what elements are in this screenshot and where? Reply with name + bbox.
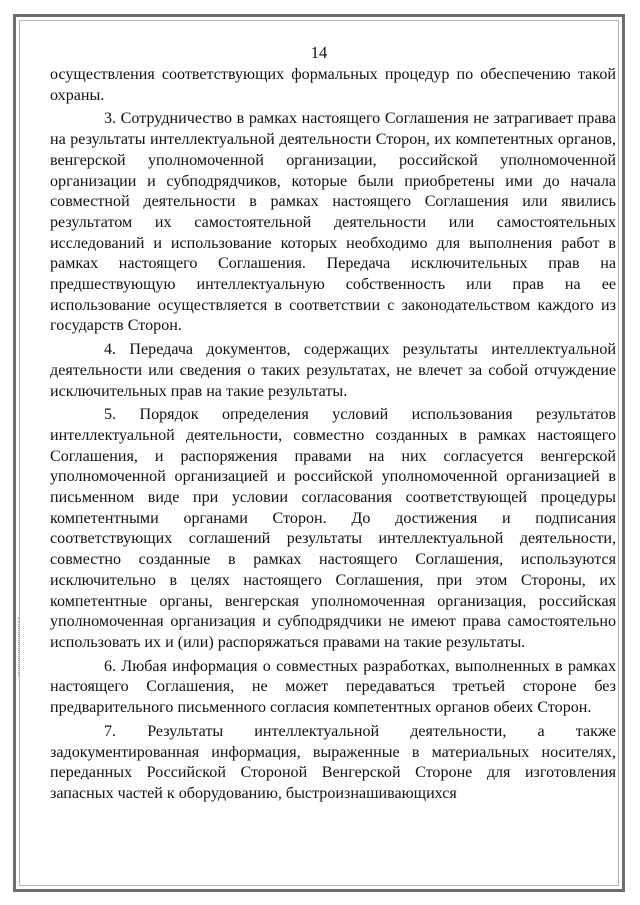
document-body — [50, 65, 616, 805]
paragraph-item-3: 3. Сотрудничество в рамках настоящего Соглашения не затрагивает права на результаты интеллектуальной деятельности Сторон, их компетентных органов, венгерской уполномоченной организации, российской уполномоченной организации и субподрядчиков, которые были приобретены ими до начала совместной деятельности в рамках настоящего Соглашения или явились результатом их самостоятельной деятельности или самостоятельных исследований и использование которых необходимо для выполнения работ в рамках настоящего Соглашения. Передача исключительных прав на предшествующую интеллектуальную собственность или прав на ее использование осуществляется в соответствии с законодательством каждого из государств Сторон. — [50, 110, 616, 335]
paragraph-continuation: осуществления соответствующих формальных процедур по обеспечению такой охраны. — [50, 66, 616, 104]
margin-mark — [18, 617, 23, 677]
paragraph-item-5: 5. Порядок определения условий использования результатов интеллектуальной деятельности, совместно созданных в рамках настоящего Соглашения, и распоряжения правами на них согласуется венгерской уполномоченной организацией и российской уполномоченной организацией в письменном виде при условии согласования соответствующей процедуры компетентными органами Сторон. До достижения и подписания соответствующих соглашений результаты интеллектуальной деятельности, совместно созданные в рамках настоящего Соглашения, используются исключительно в целях настоящего Соглашения, при этом Стороны, их компетентные органы, венгерская уполномоченная организация, российская уполномоченная организация и субподрядчики не имеют права самостоятельно использовать их и (или) распоряжаться правами на такие результаты. — [50, 406, 616, 651]
paragraph-item-4: 4. Передача документов, содержащих результаты интеллектуальной деятельности или сведения о таких результатах, не влечет за собой отчуждение исключительных прав на такие результаты. — [50, 341, 616, 400]
page-number: 14 — [310, 43, 328, 62]
paragraph-item-6: 6. Любая информация о совместных разработках, выполненных в рамках настоящего Соглашения, не может передаваться третьей стороне без предварительного письменного согласия компетентных органов обеих Сторон. — [50, 657, 616, 717]
paragraph-item-7: 7. Результаты интеллектуальной деятельности, а также задокументированная информация, выраженные в материальных носителях, переданных Российской Стороной Венгерской Стороне для изготовления запасных частей к оборудованию, быстроизнашивающихся — [50, 722, 616, 802]
document-page — [13, 14, 625, 892]
